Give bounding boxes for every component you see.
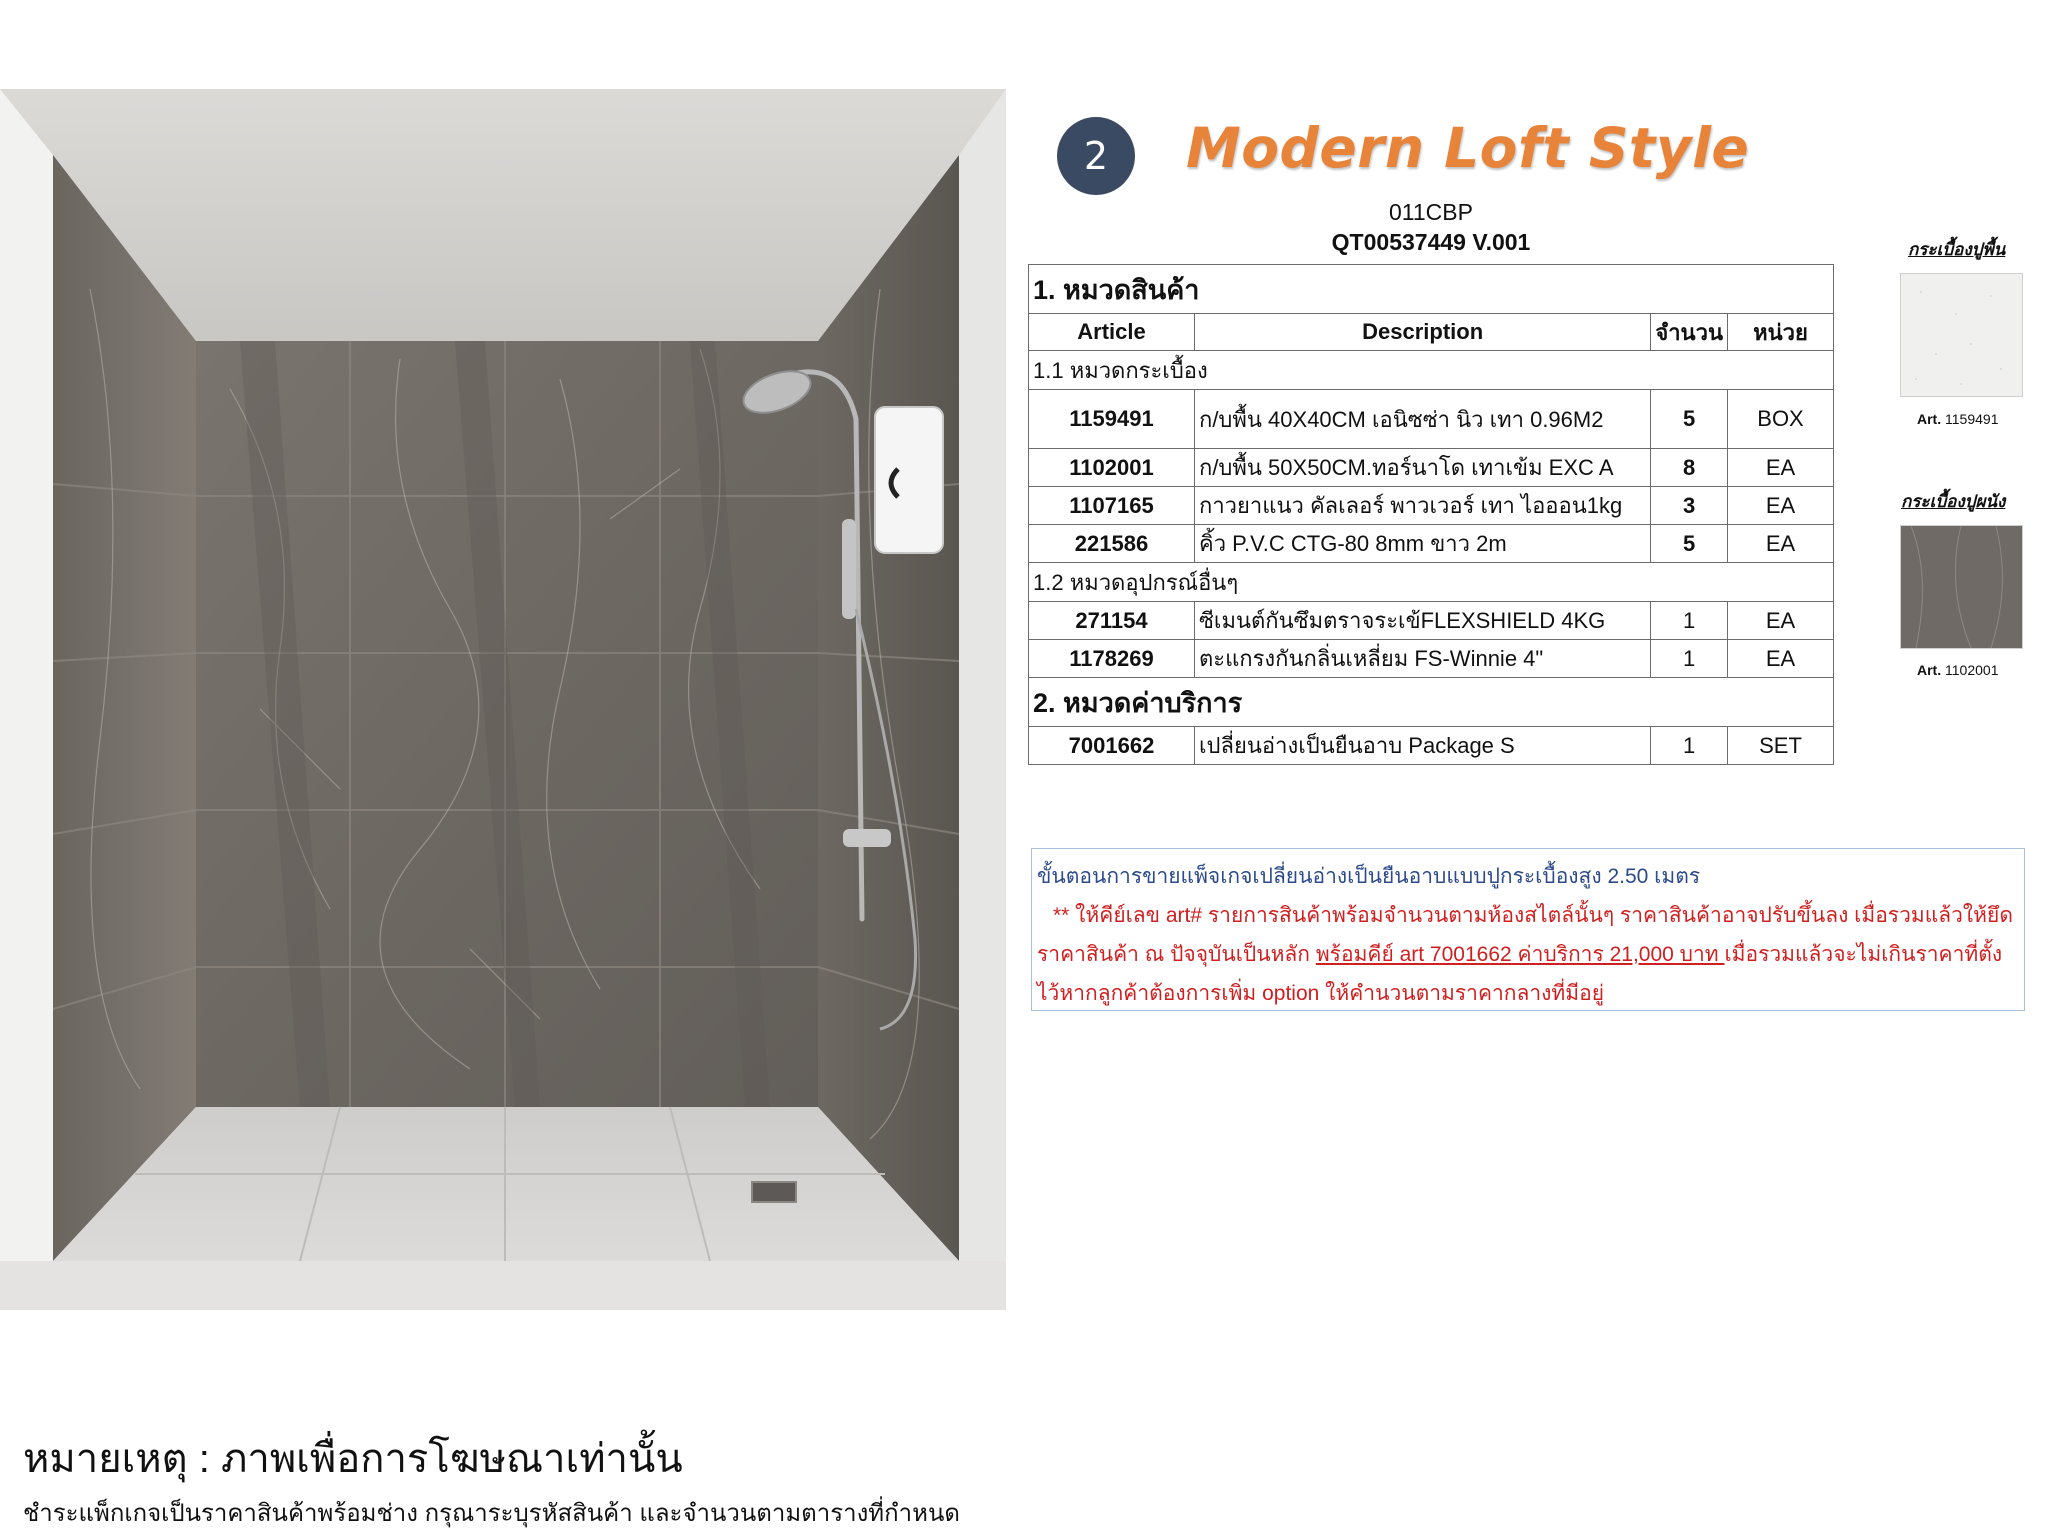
note-line-1: ขั้นตอนการขายแพ็จเกจเปลี่ยนอ่างเป็นยืนอาบแบบปูกระเบื้องสูง 2.50 เมตร	[1037, 865, 1701, 888]
wall-tile-texture	[1901, 526, 2022, 648]
shower-room-illustration	[0, 89, 1006, 1310]
unit-cell: SET	[1728, 727, 1834, 765]
unit-cell: BOX	[1728, 390, 1834, 449]
table-row	[1029, 640, 1834, 678]
style-title: Modern Loft Style	[1186, 116, 1750, 180]
column-header-description: Description	[1195, 314, 1651, 351]
subsection-title: 1.2 หมวดอุปกรณ์อื่นๆ	[1029, 563, 1834, 602]
column-header-quantity: จำนวน	[1651, 314, 1728, 351]
table-row	[1029, 390, 1834, 449]
table-row	[1029, 449, 1834, 487]
table-row	[1029, 602, 1834, 640]
article-cell: 7001662	[1029, 727, 1195, 765]
subsection-accessories	[1029, 563, 1834, 602]
quantity-cell: 1	[1651, 602, 1728, 640]
disclaimer-title: หมายเหตุ : ภาพเพื่อการโฆษณาเท่านั้น	[23, 1437, 683, 1481]
section-title: 2. หมวดค่าบริการ	[1029, 678, 1834, 727]
floor-tile-label: กระเบื้องปูพื้น	[1908, 240, 2006, 259]
quantity-cell: 8	[1651, 449, 1728, 487]
quotation-number: QT00537449 V.001	[1331, 229, 1531, 255]
bathroom-render-image	[0, 89, 1006, 1310]
table-row	[1029, 525, 1834, 563]
quantity-cell: 1	[1651, 640, 1728, 678]
description-cell: เปลี่ยนอ่างเป็นยืนอาบ Package S	[1195, 727, 1651, 765]
section-header-services	[1029, 678, 1834, 727]
column-header-unit: หน่วย	[1728, 314, 1834, 351]
floor-tile-texture	[1901, 274, 2022, 396]
article-cell: 221586	[1029, 525, 1195, 563]
description-cell: คิ้ว P.V.C CTG-80 8mm ขาว 2m	[1195, 525, 1651, 563]
description-cell: ก/บพื้น 40X40CM เอนิซซ่า นิว เทา 0.96M2	[1195, 390, 1651, 449]
note-line-3: ราคาสินค้า ณ ปัจจุบันเป็นหลัก พร้อมคีย์ art 7001662 ค่าบริการ 21,000 บาท เมื่อรวมแล้วจะไม่เกินราคาที่ตั้ง	[1037, 943, 2003, 966]
floor-tile-swatch	[1900, 273, 2023, 397]
table-row	[1029, 727, 1834, 765]
section-title: 1. หมวดสินค้า	[1029, 265, 1834, 314]
article-cell: 1102001	[1029, 449, 1195, 487]
sales-procedure-note	[1031, 848, 2025, 1011]
description-cell: ซีเมนต์กันซึมตราจระเข้FLEXSHIELD 4KG	[1195, 602, 1651, 640]
table-header-row	[1029, 314, 1834, 351]
wall-tile-article: Art. 1102001	[1917, 662, 1999, 678]
unit-cell: EA	[1728, 525, 1834, 563]
note-line-2: ** ให้คีย์เลข art# รายการสินค้าพร้อมจำนวนตามห้องสไตล์นั้นๆ ราคาสินค้าอาจปรับขึ้นลง เมื่อรวมแล้วให้ยึด	[1053, 904, 2013, 927]
package-code: 011CBP	[1389, 199, 1473, 225]
article-cell: 271154	[1029, 602, 1195, 640]
style-number-badge: 2	[1057, 117, 1135, 195]
disclaimer-subtitle: ชำระแพ็กเกจเป็นราคาสินค้าพร้อมช่าง กรุณาระบุรหัสสินค้า และจำนวนตามตารางที่กำหนด	[23, 1500, 960, 1527]
subsection-tiles	[1029, 351, 1834, 390]
column-header-article: Article	[1029, 314, 1195, 351]
article-cell: 1178269	[1029, 640, 1195, 678]
table-row	[1029, 487, 1834, 525]
quantity-cell: 5	[1651, 390, 1728, 449]
quantity-cell: 3	[1651, 487, 1728, 525]
quantity-cell: 5	[1651, 525, 1728, 563]
description-cell: ก/บพื้น 50X50CM.ทอร์นาโด เทาเข้ม EXC A	[1195, 449, 1651, 487]
unit-cell: EA	[1728, 449, 1834, 487]
quotation-table	[1028, 264, 1834, 765]
section-header-products	[1029, 265, 1834, 314]
wall-tile-label: กระเบื้องปูผนัง	[1901, 492, 2006, 511]
unit-cell: EA	[1728, 487, 1834, 525]
wall-tile-swatch	[1900, 525, 2023, 649]
description-cell: ตะแกรงกันกลิ่นเหลี่ยม FS-Winnie 4"	[1195, 640, 1651, 678]
description-cell: กาวยาแนว คัลเลอร์ พาวเวอร์ เทา ไอออน1kg	[1195, 487, 1651, 525]
note-line-4: ไว้หากลูกค้าต้องการเพิ่ม option ให้คำนวนตามราคากลางที่มีอยู่	[1037, 982, 1605, 1005]
article-cell: 1159491	[1029, 390, 1195, 449]
unit-cell: EA	[1728, 640, 1834, 678]
subsection-title: 1.1 หมวดกระเบื้อง	[1029, 351, 1834, 390]
floor-tile-article: Art. 1159491	[1917, 411, 1999, 427]
article-cell: 1107165	[1029, 487, 1195, 525]
quantity-cell: 1	[1651, 727, 1728, 765]
unit-cell: EA	[1728, 602, 1834, 640]
